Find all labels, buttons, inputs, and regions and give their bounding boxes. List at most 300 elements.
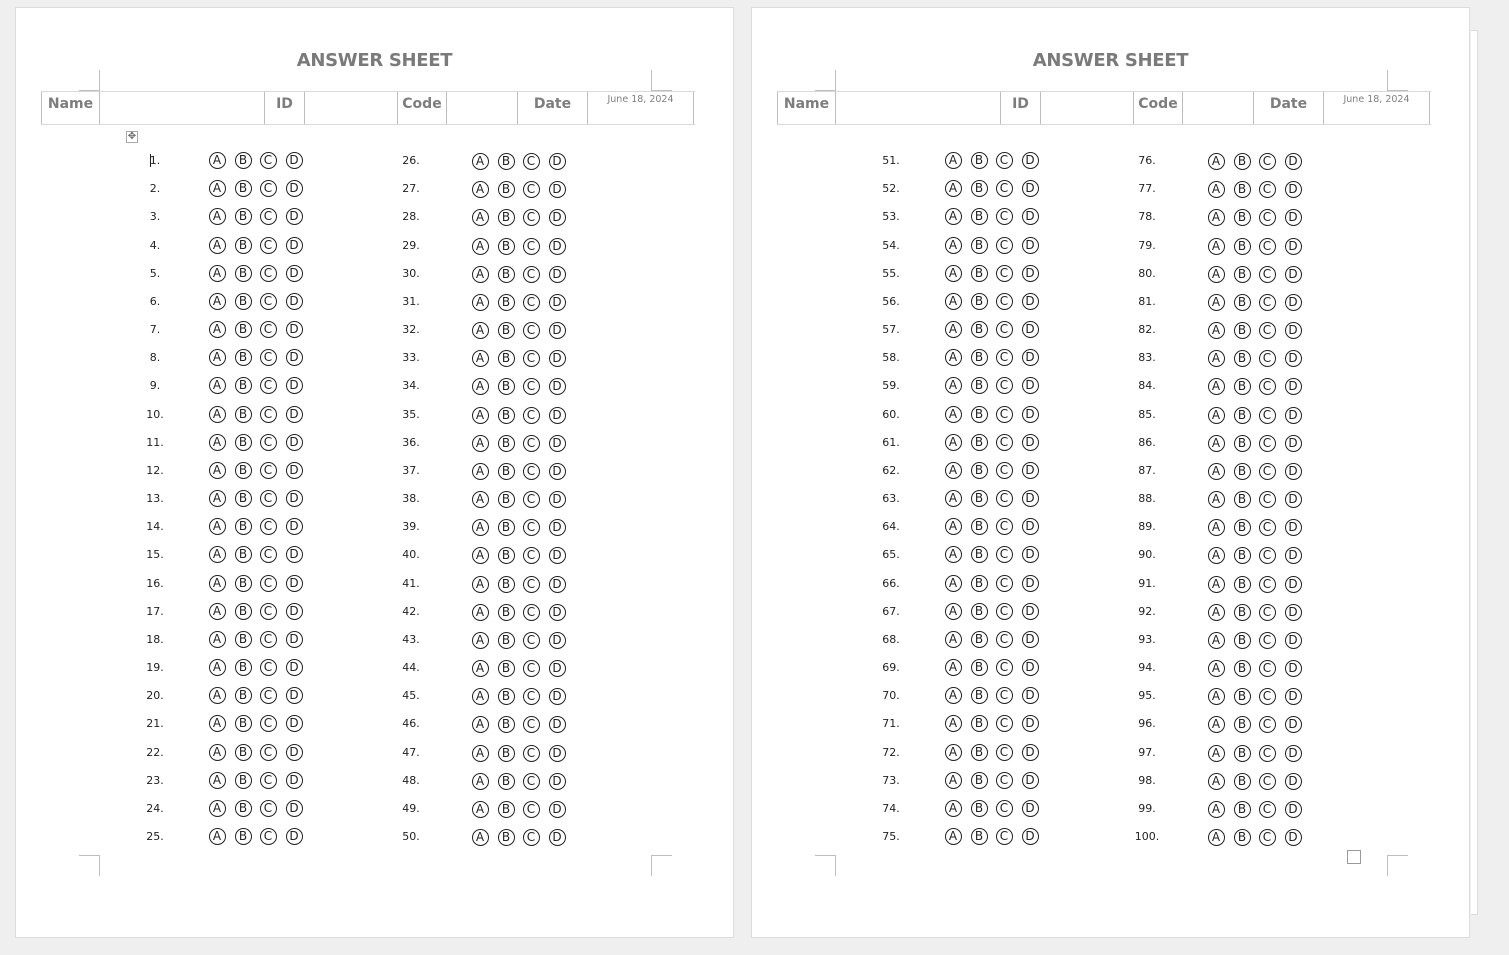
answer-bubble-b[interactable]: B bbox=[971, 518, 988, 535]
answer-bubble-b[interactable]: B bbox=[1234, 576, 1251, 593]
answer-bubble-c[interactable]: C bbox=[996, 518, 1013, 535]
answer-bubble-a[interactable]: A bbox=[472, 660, 489, 677]
answer-bubble-a[interactable]: A bbox=[945, 603, 962, 620]
answer-bubble-b[interactable]: B bbox=[971, 152, 988, 169]
answer-bubble-a[interactable]: A bbox=[209, 208, 226, 225]
answer-bubble-d[interactable]: D bbox=[1285, 238, 1302, 255]
answer-bubble-d[interactable]: D bbox=[549, 350, 566, 367]
answer-bubble-a[interactable]: A bbox=[945, 349, 962, 366]
answer-bubble-a[interactable]: A bbox=[1208, 153, 1225, 170]
answer-bubble-d[interactable]: D bbox=[1285, 801, 1302, 818]
answer-bubble-d[interactable]: D bbox=[286, 293, 303, 310]
answer-bubble-d[interactable]: D bbox=[1022, 293, 1039, 310]
answer-bubble-c[interactable]: C bbox=[523, 350, 540, 367]
answer-bubble-b[interactable]: B bbox=[1234, 350, 1251, 367]
answer-bubble-d[interactable]: D bbox=[549, 745, 566, 762]
answer-bubble-c[interactable]: C bbox=[1259, 604, 1276, 621]
answer-bubble-a[interactable]: A bbox=[472, 547, 489, 564]
answer-bubble-c[interactable]: C bbox=[523, 801, 540, 818]
answer-bubble-d[interactable]: D bbox=[549, 181, 566, 198]
answer-bubble-b[interactable]: B bbox=[498, 604, 515, 621]
answer-bubble-b[interactable]: B bbox=[1234, 688, 1251, 705]
answer-bubble-b[interactable]: B bbox=[971, 575, 988, 592]
answer-bubble-d[interactable]: D bbox=[1285, 829, 1302, 846]
answer-bubble-a[interactable]: A bbox=[209, 462, 226, 479]
answer-bubble-c[interactable]: C bbox=[260, 800, 277, 817]
answer-bubble-b[interactable]: B bbox=[235, 715, 252, 732]
answer-bubble-a[interactable]: A bbox=[1208, 294, 1225, 311]
code-field[interactable] bbox=[446, 92, 517, 124]
answer-bubble-b[interactable]: B bbox=[235, 546, 252, 563]
answer-bubble-d[interactable]: D bbox=[286, 575, 303, 592]
answer-bubble-c[interactable]: C bbox=[1259, 435, 1276, 452]
answer-bubble-a[interactable]: A bbox=[945, 208, 962, 225]
checkbox-icon[interactable] bbox=[1347, 850, 1361, 864]
answer-bubble-c[interactable]: C bbox=[1259, 688, 1276, 705]
answer-bubble-d[interactable]: D bbox=[286, 659, 303, 676]
answer-bubble-c[interactable]: C bbox=[260, 208, 277, 225]
answer-bubble-d[interactable]: D bbox=[1022, 406, 1039, 423]
answer-bubble-a[interactable]: A bbox=[1208, 209, 1225, 226]
answer-bubble-d[interactable]: D bbox=[1022, 490, 1039, 507]
answer-bubble-c[interactable]: C bbox=[523, 181, 540, 198]
answer-bubble-d[interactable]: D bbox=[286, 462, 303, 479]
answer-bubble-a[interactable]: A bbox=[472, 604, 489, 621]
answer-bubble-a[interactable]: A bbox=[209, 434, 226, 451]
answer-bubble-d[interactable]: D bbox=[549, 773, 566, 790]
move-cross-icon[interactable]: ✥ bbox=[127, 131, 137, 142]
answer-bubble-b[interactable]: B bbox=[235, 321, 252, 338]
answer-bubble-b[interactable]: B bbox=[1234, 745, 1251, 762]
answer-bubble-a[interactable]: A bbox=[1208, 491, 1225, 508]
answer-bubble-a[interactable]: A bbox=[1208, 181, 1225, 198]
answer-bubble-b[interactable]: B bbox=[235, 406, 252, 423]
answer-bubble-a[interactable]: A bbox=[945, 237, 962, 254]
answer-bubble-a[interactable]: A bbox=[1208, 745, 1225, 762]
answer-bubble-a[interactable]: A bbox=[209, 603, 226, 620]
answer-bubble-c[interactable]: C bbox=[260, 518, 277, 535]
answer-bubble-a[interactable]: A bbox=[945, 321, 962, 338]
answer-bubble-d[interactable]: D bbox=[549, 716, 566, 733]
answer-bubble-c[interactable]: C bbox=[1259, 378, 1276, 395]
id-field[interactable] bbox=[1040, 92, 1133, 124]
answer-bubble-d[interactable]: D bbox=[1285, 576, 1302, 593]
answer-bubble-c[interactable]: C bbox=[996, 744, 1013, 761]
answer-bubble-a[interactable]: A bbox=[945, 180, 962, 197]
answer-bubble-c[interactable]: C bbox=[260, 631, 277, 648]
answer-bubble-d[interactable]: D bbox=[286, 321, 303, 338]
answer-bubble-a[interactable]: A bbox=[472, 829, 489, 846]
answer-bubble-c[interactable]: C bbox=[260, 575, 277, 592]
answer-bubble-b[interactable]: B bbox=[498, 829, 515, 846]
answer-bubble-b[interactable]: B bbox=[1234, 294, 1251, 311]
answer-bubble-c[interactable]: C bbox=[260, 828, 277, 845]
answer-bubble-d[interactable]: D bbox=[1285, 491, 1302, 508]
answer-bubble-c[interactable]: C bbox=[996, 321, 1013, 338]
answer-bubble-d[interactable]: D bbox=[1022, 715, 1039, 732]
answer-bubble-a[interactable]: A bbox=[1208, 266, 1225, 283]
answer-bubble-b[interactable]: B bbox=[1234, 491, 1251, 508]
answer-bubble-d[interactable]: D bbox=[549, 576, 566, 593]
answer-bubble-c[interactable]: C bbox=[523, 153, 540, 170]
date-field[interactable]: June 18, 2024 bbox=[1323, 92, 1430, 124]
answer-bubble-d[interactable]: D bbox=[549, 688, 566, 705]
answer-bubble-a[interactable]: A bbox=[945, 152, 962, 169]
answer-bubble-c[interactable]: C bbox=[1259, 322, 1276, 339]
answer-bubble-c[interactable]: C bbox=[1259, 491, 1276, 508]
answer-bubble-b[interactable]: B bbox=[498, 547, 515, 564]
answer-bubble-c[interactable]: C bbox=[1259, 576, 1276, 593]
answer-bubble-d[interactable]: D bbox=[1022, 321, 1039, 338]
answer-bubble-c[interactable]: C bbox=[996, 208, 1013, 225]
answer-bubble-b[interactable]: B bbox=[235, 828, 252, 845]
answer-bubble-a[interactable]: A bbox=[472, 350, 489, 367]
answer-bubble-b[interactable]: B bbox=[235, 659, 252, 676]
answer-bubble-b[interactable]: B bbox=[971, 462, 988, 479]
answer-bubble-d[interactable]: D bbox=[549, 238, 566, 255]
answer-bubble-d[interactable]: D bbox=[1285, 266, 1302, 283]
answer-bubble-b[interactable]: B bbox=[971, 406, 988, 423]
answer-bubble-d[interactable]: D bbox=[1285, 209, 1302, 226]
answer-bubble-c[interactable]: C bbox=[1259, 773, 1276, 790]
answer-bubble-b[interactable]: B bbox=[971, 377, 988, 394]
answer-bubble-b[interactable]: B bbox=[498, 322, 515, 339]
answer-bubble-c[interactable]: C bbox=[996, 715, 1013, 732]
answer-bubble-d[interactable]: D bbox=[286, 406, 303, 423]
answer-bubble-b[interactable]: B bbox=[235, 687, 252, 704]
answer-bubble-b[interactable]: B bbox=[1234, 801, 1251, 818]
answer-bubble-a[interactable]: A bbox=[1208, 688, 1225, 705]
answer-bubble-c[interactable]: C bbox=[260, 321, 277, 338]
answer-bubble-b[interactable]: B bbox=[235, 603, 252, 620]
answer-bubble-d[interactable]: D bbox=[286, 772, 303, 789]
answer-bubble-d[interactable]: D bbox=[1022, 744, 1039, 761]
answer-bubble-c[interactable]: C bbox=[260, 349, 277, 366]
answer-bubble-a[interactable]: A bbox=[1208, 716, 1225, 733]
answer-bubble-a[interactable]: A bbox=[209, 349, 226, 366]
answer-bubble-b[interactable]: B bbox=[498, 407, 515, 424]
answer-bubble-c[interactable]: C bbox=[1259, 829, 1276, 846]
answer-bubble-d[interactable]: D bbox=[286, 518, 303, 535]
answer-bubble-d[interactable]: D bbox=[1285, 294, 1302, 311]
answer-bubble-a[interactable]: A bbox=[472, 576, 489, 593]
answer-bubble-c[interactable]: C bbox=[523, 435, 540, 452]
answer-bubble-c[interactable]: C bbox=[260, 180, 277, 197]
answer-bubble-c[interactable]: C bbox=[523, 773, 540, 790]
answer-bubble-c[interactable]: C bbox=[1259, 266, 1276, 283]
answer-bubble-c[interactable]: C bbox=[1259, 660, 1276, 677]
answer-bubble-c[interactable]: C bbox=[1259, 153, 1276, 170]
answer-bubble-a[interactable]: A bbox=[472, 716, 489, 733]
answer-bubble-b[interactable]: B bbox=[235, 462, 252, 479]
answer-bubble-c[interactable]: C bbox=[260, 744, 277, 761]
answer-bubble-a[interactable]: A bbox=[209, 546, 226, 563]
answer-bubble-c[interactable]: C bbox=[996, 434, 1013, 451]
answer-bubble-b[interactable]: B bbox=[971, 180, 988, 197]
answer-bubble-d[interactable]: D bbox=[549, 322, 566, 339]
answer-bubble-c[interactable]: C bbox=[996, 237, 1013, 254]
answer-bubble-d[interactable]: D bbox=[549, 632, 566, 649]
answer-bubble-b[interactable]: B bbox=[971, 434, 988, 451]
answer-bubble-d[interactable]: D bbox=[1022, 349, 1039, 366]
answer-bubble-a[interactable]: A bbox=[945, 659, 962, 676]
answer-bubble-b[interactable]: B bbox=[1234, 773, 1251, 790]
answer-bubble-a[interactable]: A bbox=[1208, 350, 1225, 367]
answer-bubble-b[interactable]: B bbox=[1234, 407, 1251, 424]
answer-bubble-a[interactable]: A bbox=[472, 773, 489, 790]
answer-bubble-d[interactable]: D bbox=[549, 491, 566, 508]
answer-bubble-c[interactable]: C bbox=[1259, 716, 1276, 733]
answer-bubble-b[interactable]: B bbox=[498, 378, 515, 395]
answer-bubble-b[interactable]: B bbox=[235, 265, 252, 282]
answer-bubble-a[interactable]: A bbox=[472, 238, 489, 255]
answer-bubble-b[interactable]: B bbox=[971, 744, 988, 761]
answer-bubble-b[interactable]: B bbox=[498, 350, 515, 367]
answer-bubble-b[interactable]: B bbox=[498, 463, 515, 480]
answer-bubble-a[interactable]: A bbox=[209, 800, 226, 817]
answer-bubble-a[interactable]: A bbox=[1208, 519, 1225, 536]
answer-bubble-a[interactable]: A bbox=[209, 518, 226, 535]
answer-bubble-b[interactable]: B bbox=[235, 208, 252, 225]
answer-bubble-d[interactable]: D bbox=[1285, 322, 1302, 339]
answer-bubble-d[interactable]: D bbox=[286, 800, 303, 817]
answer-bubble-d[interactable]: D bbox=[1285, 745, 1302, 762]
answer-bubble-a[interactable]: A bbox=[472, 745, 489, 762]
answer-bubble-b[interactable]: B bbox=[1234, 716, 1251, 733]
code-field[interactable] bbox=[1182, 92, 1253, 124]
answer-bubble-a[interactable]: A bbox=[1208, 576, 1225, 593]
answer-bubble-d[interactable]: D bbox=[1022, 434, 1039, 451]
answer-bubble-a[interactable]: A bbox=[1208, 604, 1225, 621]
answer-bubble-b[interactable]: B bbox=[971, 293, 988, 310]
answer-bubble-c[interactable]: C bbox=[260, 265, 277, 282]
answer-bubble-c[interactable]: C bbox=[996, 575, 1013, 592]
answer-bubble-b[interactable]: B bbox=[498, 294, 515, 311]
answer-bubble-d[interactable]: D bbox=[549, 829, 566, 846]
answer-bubble-a[interactable]: A bbox=[209, 180, 226, 197]
answer-bubble-d[interactable]: D bbox=[1285, 604, 1302, 621]
answer-bubble-a[interactable]: A bbox=[209, 659, 226, 676]
answer-bubble-b[interactable]: B bbox=[498, 238, 515, 255]
answer-bubble-d[interactable]: D bbox=[1285, 688, 1302, 705]
answer-bubble-d[interactable]: D bbox=[549, 407, 566, 424]
answer-bubble-d[interactable]: D bbox=[286, 715, 303, 732]
answer-bubble-a[interactable]: A bbox=[209, 321, 226, 338]
answer-bubble-d[interactable]: D bbox=[286, 490, 303, 507]
answer-bubble-b[interactable]: B bbox=[971, 659, 988, 676]
answer-bubble-c[interactable]: C bbox=[260, 237, 277, 254]
answer-bubble-a[interactable]: A bbox=[945, 434, 962, 451]
answer-bubble-a[interactable]: A bbox=[1208, 773, 1225, 790]
answer-bubble-c[interactable]: C bbox=[523, 688, 540, 705]
answer-bubble-c[interactable]: C bbox=[523, 745, 540, 762]
answer-bubble-c[interactable]: C bbox=[523, 407, 540, 424]
answer-bubble-c[interactable]: C bbox=[260, 659, 277, 676]
answer-bubble-a[interactable]: A bbox=[472, 294, 489, 311]
answer-bubble-d[interactable]: D bbox=[286, 603, 303, 620]
answer-bubble-d[interactable]: D bbox=[549, 463, 566, 480]
answer-bubble-b[interactable]: B bbox=[235, 744, 252, 761]
answer-bubble-b[interactable]: B bbox=[235, 800, 252, 817]
answer-bubble-d[interactable]: D bbox=[1022, 462, 1039, 479]
answer-bubble-c[interactable]: C bbox=[260, 152, 277, 169]
answer-bubble-c[interactable]: C bbox=[996, 828, 1013, 845]
answer-bubble-b[interactable]: B bbox=[235, 575, 252, 592]
answer-bubble-d[interactable]: D bbox=[286, 377, 303, 394]
answer-bubble-a[interactable]: A bbox=[1208, 829, 1225, 846]
answer-bubble-c[interactable]: C bbox=[523, 632, 540, 649]
answer-bubble-a[interactable]: A bbox=[209, 715, 226, 732]
answer-bubble-c[interactable]: C bbox=[1259, 745, 1276, 762]
answer-bubble-b[interactable]: B bbox=[498, 266, 515, 283]
answer-bubble-d[interactable]: D bbox=[1285, 632, 1302, 649]
answer-bubble-c[interactable]: C bbox=[996, 546, 1013, 563]
answer-bubble-c[interactable]: C bbox=[523, 463, 540, 480]
answer-bubble-d[interactable]: D bbox=[549, 801, 566, 818]
answer-bubble-c[interactable]: C bbox=[260, 406, 277, 423]
answer-bubble-d[interactable]: D bbox=[549, 266, 566, 283]
answer-bubble-b[interactable]: B bbox=[498, 153, 515, 170]
answer-bubble-a[interactable]: A bbox=[209, 744, 226, 761]
answer-bubble-d[interactable]: D bbox=[1022, 800, 1039, 817]
answer-bubble-d[interactable]: D bbox=[549, 153, 566, 170]
name-field[interactable] bbox=[835, 92, 1000, 124]
answer-bubble-a[interactable]: A bbox=[945, 490, 962, 507]
answer-bubble-c[interactable]: C bbox=[996, 349, 1013, 366]
answer-bubble-b[interactable]: B bbox=[971, 828, 988, 845]
answer-bubble-d[interactable]: D bbox=[1022, 152, 1039, 169]
answer-bubble-a[interactable]: A bbox=[472, 378, 489, 395]
answer-bubble-c[interactable]: C bbox=[523, 547, 540, 564]
answer-bubble-b[interactable]: B bbox=[1234, 547, 1251, 564]
answer-bubble-a[interactable]: A bbox=[209, 152, 226, 169]
answer-bubble-a[interactable]: A bbox=[1208, 547, 1225, 564]
answer-bubble-d[interactable]: D bbox=[549, 435, 566, 452]
answer-bubble-c[interactable]: C bbox=[523, 491, 540, 508]
answer-bubble-b[interactable]: B bbox=[498, 576, 515, 593]
answer-bubble-b[interactable]: B bbox=[498, 801, 515, 818]
answer-bubble-c[interactable]: C bbox=[523, 266, 540, 283]
answer-bubble-c[interactable]: C bbox=[260, 546, 277, 563]
id-field[interactable] bbox=[304, 92, 397, 124]
answer-bubble-b[interactable]: B bbox=[971, 631, 988, 648]
answer-bubble-c[interactable]: C bbox=[996, 603, 1013, 620]
answer-bubble-b[interactable]: B bbox=[1234, 238, 1251, 255]
answer-bubble-c[interactable]: C bbox=[1259, 632, 1276, 649]
answer-bubble-c[interactable]: C bbox=[260, 377, 277, 394]
answer-bubble-c[interactable]: C bbox=[996, 406, 1013, 423]
answer-bubble-c[interactable]: C bbox=[996, 265, 1013, 282]
answer-bubble-d[interactable]: D bbox=[286, 687, 303, 704]
answer-bubble-a[interactable]: A bbox=[945, 687, 962, 704]
answer-bubble-b[interactable]: B bbox=[1234, 322, 1251, 339]
answer-bubble-a[interactable]: A bbox=[209, 293, 226, 310]
answer-bubble-d[interactable]: D bbox=[1022, 265, 1039, 282]
answer-bubble-c[interactable]: C bbox=[260, 293, 277, 310]
answer-bubble-d[interactable]: D bbox=[1022, 631, 1039, 648]
answer-bubble-c[interactable]: C bbox=[523, 604, 540, 621]
answer-bubble-c[interactable]: C bbox=[1259, 209, 1276, 226]
answer-bubble-b[interactable]: B bbox=[498, 688, 515, 705]
answer-bubble-c[interactable]: C bbox=[1259, 350, 1276, 367]
answer-bubble-a[interactable]: A bbox=[472, 209, 489, 226]
answer-bubble-a[interactable]: A bbox=[209, 265, 226, 282]
answer-bubble-d[interactable]: D bbox=[1022, 237, 1039, 254]
answer-bubble-a[interactable]: A bbox=[945, 265, 962, 282]
answer-bubble-b[interactable]: B bbox=[1234, 378, 1251, 395]
answer-bubble-c[interactable]: C bbox=[996, 631, 1013, 648]
answer-bubble-a[interactable]: A bbox=[945, 462, 962, 479]
answer-bubble-d[interactable]: D bbox=[1022, 687, 1039, 704]
answer-bubble-d[interactable]: D bbox=[549, 660, 566, 677]
answer-bubble-c[interactable]: C bbox=[260, 687, 277, 704]
answer-bubble-d[interactable]: D bbox=[286, 349, 303, 366]
answer-bubble-a[interactable]: A bbox=[1208, 801, 1225, 818]
answer-bubble-d[interactable]: D bbox=[1285, 435, 1302, 452]
answer-bubble-d[interactable]: D bbox=[286, 265, 303, 282]
answer-bubble-c[interactable]: C bbox=[996, 659, 1013, 676]
answer-bubble-b[interactable]: B bbox=[971, 237, 988, 254]
answer-bubble-a[interactable]: A bbox=[945, 406, 962, 423]
answer-bubble-d[interactable]: D bbox=[549, 294, 566, 311]
answer-bubble-a[interactable]: A bbox=[209, 687, 226, 704]
answer-bubble-c[interactable]: C bbox=[523, 322, 540, 339]
answer-bubble-a[interactable]: A bbox=[1208, 660, 1225, 677]
answer-bubble-b[interactable]: B bbox=[971, 546, 988, 563]
answer-bubble-a[interactable]: A bbox=[472, 632, 489, 649]
answer-bubble-a[interactable]: A bbox=[945, 828, 962, 845]
answer-bubble-b[interactable]: B bbox=[971, 687, 988, 704]
answer-bubble-a[interactable]: A bbox=[1208, 463, 1225, 480]
answer-bubble-c[interactable]: C bbox=[1259, 181, 1276, 198]
answer-bubble-a[interactable]: A bbox=[945, 575, 962, 592]
answer-bubble-c[interactable]: C bbox=[523, 378, 540, 395]
answer-bubble-a[interactable]: A bbox=[472, 322, 489, 339]
answer-bubble-d[interactable]: D bbox=[549, 519, 566, 536]
answer-bubble-c[interactable]: C bbox=[523, 238, 540, 255]
answer-bubble-c[interactable]: C bbox=[996, 490, 1013, 507]
answer-bubble-b[interactable]: B bbox=[1234, 829, 1251, 846]
answer-bubble-b[interactable]: B bbox=[971, 321, 988, 338]
answer-bubble-d[interactable]: D bbox=[286, 631, 303, 648]
answer-bubble-d[interactable]: D bbox=[286, 434, 303, 451]
answer-bubble-a[interactable]: A bbox=[1208, 378, 1225, 395]
answer-bubble-d[interactable]: D bbox=[286, 208, 303, 225]
answer-bubble-b[interactable]: B bbox=[1234, 153, 1251, 170]
name-field[interactable] bbox=[99, 92, 264, 124]
answer-bubble-b[interactable]: B bbox=[971, 349, 988, 366]
answer-bubble-a[interactable]: A bbox=[945, 631, 962, 648]
answer-bubble-a[interactable]: A bbox=[472, 491, 489, 508]
answer-bubble-b[interactable]: B bbox=[235, 434, 252, 451]
answer-bubble-d[interactable]: D bbox=[286, 180, 303, 197]
answer-bubble-c[interactable]: C bbox=[996, 772, 1013, 789]
answer-bubble-d[interactable]: D bbox=[1285, 378, 1302, 395]
answer-bubble-b[interactable]: B bbox=[1234, 660, 1251, 677]
answer-bubble-a[interactable]: A bbox=[945, 377, 962, 394]
answer-bubble-c[interactable]: C bbox=[523, 660, 540, 677]
answer-bubble-a[interactable]: A bbox=[1208, 435, 1225, 452]
answer-bubble-d[interactable]: D bbox=[286, 152, 303, 169]
answer-bubble-c[interactable]: C bbox=[996, 180, 1013, 197]
answer-bubble-d[interactable]: D bbox=[1022, 377, 1039, 394]
answer-bubble-d[interactable]: D bbox=[1022, 208, 1039, 225]
answer-bubble-a[interactable]: A bbox=[945, 518, 962, 535]
answer-bubble-b[interactable]: B bbox=[1234, 266, 1251, 283]
answer-bubble-d[interactable]: D bbox=[1285, 181, 1302, 198]
answer-bubble-b[interactable]: B bbox=[498, 209, 515, 226]
answer-bubble-d[interactable]: D bbox=[286, 546, 303, 563]
